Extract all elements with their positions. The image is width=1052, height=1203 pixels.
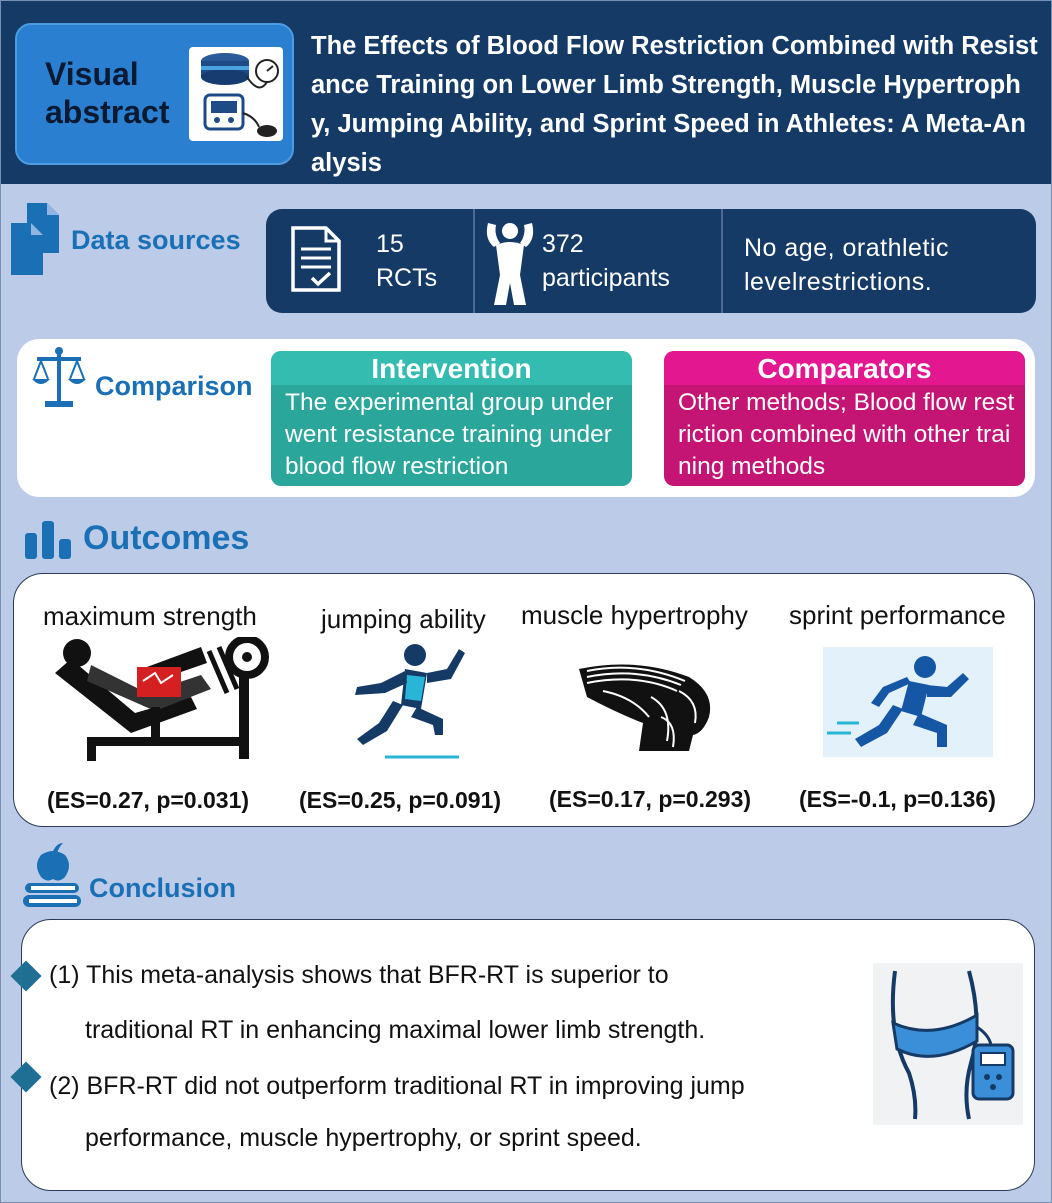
- outcome-name: maximum strength: [43, 601, 257, 631]
- comparators-card: [664, 351, 1025, 486]
- conclusion-point2-line2: performance, muscle hypertrophy, or sprint speed.: [85, 1124, 642, 1152]
- leg-muscle-icon: [577, 651, 717, 758]
- restrictions-line1: No age, orathletic: [744, 234, 949, 262]
- divider: [721, 209, 723, 313]
- apple-books-icon: [21, 841, 85, 914]
- outcome-name: muscle hypertrophy: [521, 600, 748, 630]
- outcome-stat: (ES=0.27, p=0.031): [47, 787, 250, 813]
- outcome-name: jumping ability: [321, 604, 486, 634]
- badge-line1: Visual: [45, 56, 139, 92]
- athlete-icon: [482, 217, 538, 312]
- intervention-title: Intervention: [271, 351, 632, 385]
- studies-unit: RCTs: [376, 264, 438, 292]
- header: [1, 1, 1051, 184]
- intervention-card: [271, 351, 632, 486]
- outcome-stat: (ES=0.25, p=0.091): [299, 787, 502, 813]
- comparators-title: Comparators: [664, 351, 1025, 385]
- sprinter-icon: [823, 647, 993, 762]
- outcome-stat: (ES=-0.1, p=0.136): [799, 786, 996, 812]
- scales-icon: [31, 345, 87, 418]
- blood-pressure-cuff-icon: [189, 47, 283, 141]
- divider: [473, 209, 475, 313]
- participants-unit: participants: [542, 264, 670, 292]
- badge-line2: abstract: [45, 94, 170, 130]
- comparators-text: Other methods; Blood flow restriction combined with other training methods: [678, 389, 1015, 480]
- page-title: The Effects of Blood Flow Restriction Combined with Resistance Training on Lower Limb Strength, Muscle Hypertrophy, Jumping Ability, and Sprint Speed in Athletes: A Meta-Analysis: [311, 32, 1038, 177]
- comparison-label: Comparison: [95, 371, 253, 401]
- jumping-runner-icon: [347, 639, 477, 766]
- checklist-icon: [290, 225, 342, 298]
- restrictions-line2: levelrestrictions.: [744, 268, 933, 296]
- studies-count: 15: [376, 230, 404, 258]
- data-sources-panel: [266, 209, 1036, 313]
- outcomes-label: Outcomes: [83, 519, 250, 557]
- conclusion-point1-line2: traditional RT in enhancing maximal lower limb strength.: [85, 1016, 706, 1044]
- outcome-name: sprint performance: [789, 600, 1006, 630]
- outcome-stat: (ES=0.17, p=0.293): [549, 786, 752, 812]
- bar-chart-icon: [23, 519, 75, 564]
- visual-abstract-badge: [15, 23, 294, 165]
- data-sources-label: Data sources: [71, 225, 241, 255]
- thigh-cuff-icon: [873, 963, 1023, 1125]
- conclusion-point2-line1: (2) BFR-RT did not outperform traditional RT in improving jump: [49, 1072, 745, 1100]
- documents-icon: [9, 201, 69, 282]
- intervention-text: The experimental group underwent resistance training under blood flow restriction: [285, 389, 614, 480]
- conclusion-point1-line1: (1) This meta-analysis shows that BFR-RT is superior to: [49, 961, 669, 989]
- conclusion-label: Conclusion: [89, 873, 236, 903]
- leg-press-icon: [51, 637, 281, 766]
- participants-count: 372: [542, 230, 584, 258]
